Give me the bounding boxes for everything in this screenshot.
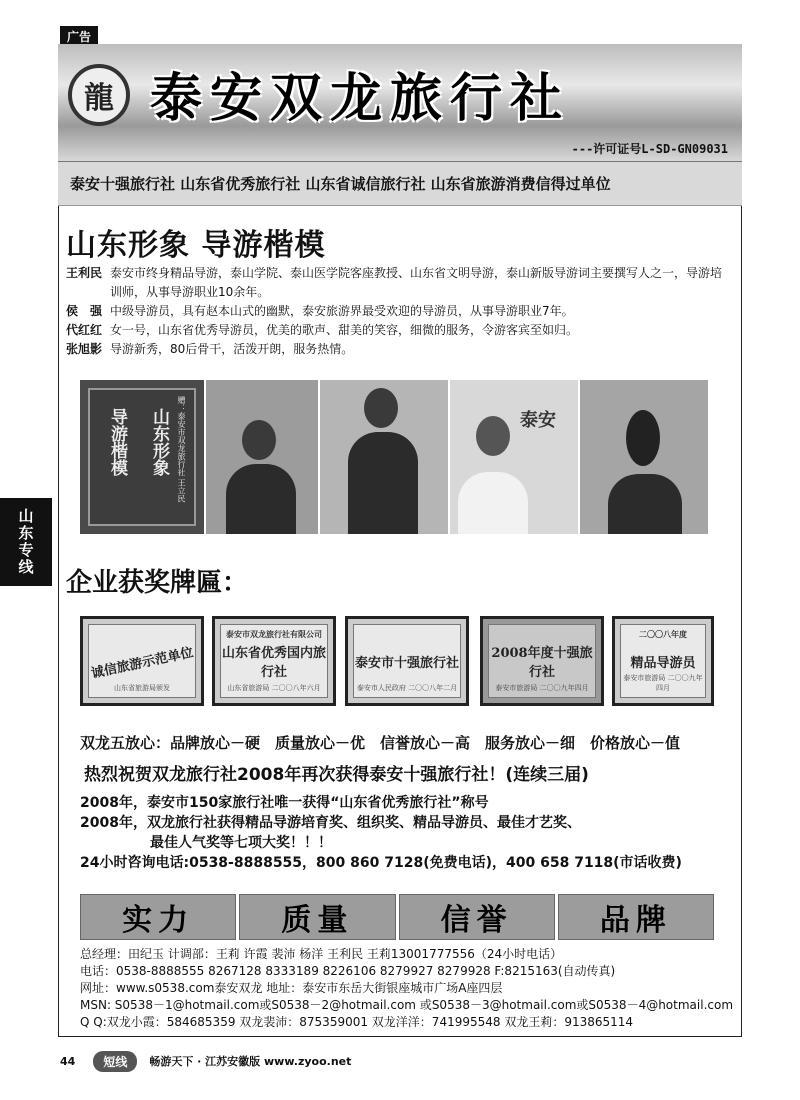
banner: [58, 44, 742, 162]
contact-line: 总经理：田纪玉 计调部：王莉 许霞 裴沛 杨洋 王利民 王莉13001777556（24小时电话）: [80, 947, 563, 961]
plaque-title: 2008年度十强旅行社: [491, 646, 593, 680]
wall-text: 泰安: [520, 410, 556, 431]
section-pill: 短线: [93, 1051, 137, 1072]
plaque-inner: [620, 624, 706, 698]
awards-heading: 企业获奖牌匾：: [66, 568, 249, 598]
guide-photo-3: [450, 380, 578, 534]
sign-text-left: 导游楷模: [107, 408, 127, 476]
plaque-inner: [353, 624, 461, 698]
brand-title: 泰安双龙旅行社: [150, 69, 571, 129]
award-plaques: [80, 616, 714, 706]
pillar-item: 实力: [80, 894, 236, 940]
pillar-item: 信誉: [399, 894, 555, 940]
honors-text: 泰安十强旅行社 山东省优秀旅行社 山东省诚信旅行社 山东省旅游消费信得过单位: [70, 175, 611, 193]
pillars-bar: [80, 894, 714, 940]
guide-desc: 中级导游员，具有赵本山式的幽默，泰安旅游界最受欢迎的导游员，从事导游职业7年。: [110, 304, 574, 318]
plaque-sub: 泰安市人民政府 二〇〇八年二月: [356, 684, 458, 692]
plaque-sub: 泰安市旅游局 二〇〇九年四月: [623, 674, 703, 692]
plaque-inner: [488, 624, 596, 698]
footer-text[interactable]: 畅游天下 · 江苏安徽版 www.zyoo.net: [149, 1055, 352, 1068]
page-number: 44: [60, 1054, 76, 1068]
guide-photos: [80, 380, 714, 534]
guide-photo-2: [320, 380, 448, 534]
contact-line[interactable]: MSN: S0538－1@hotmail.com或S0538－2@hotmail.com 或S0538－3@hotmail.com或S0538－4@hotmail.com: [80, 998, 734, 1012]
award-line: 最佳人气奖等七项大奖！！！: [150, 835, 332, 851]
contact-info: [80, 946, 733, 1031]
person-head: [626, 410, 660, 466]
pillar-item: 品牌: [558, 894, 714, 940]
person-body: [348, 432, 418, 534]
pillar-item: 质量: [239, 894, 395, 940]
plaque-sub: 泰安市旅游局 二〇〇九年四月: [495, 684, 589, 692]
guides-heading: 山东形象 导游楷模: [66, 228, 326, 263]
guide-name: 王利民: [66, 266, 103, 280]
plaque-inner: [88, 624, 196, 698]
plaque-item: [612, 616, 714, 706]
five-assurances: 双龙五放心：品牌放心－硬 质量放心－优 信誉放心－高 服务放心－细 价格放心－值: [80, 734, 681, 752]
side-tab: 山东专线: [0, 498, 52, 586]
honors-bar: [58, 162, 742, 206]
contact-line[interactable]: 网址：www.s0538.com泰安双龙 地址：泰安市东岳大街银座城市广场A座四层: [80, 981, 503, 995]
ad-tag: 广告: [60, 26, 98, 47]
person-body: [608, 474, 682, 534]
guide-desc: 泰安市终身精品导游，泰山学院、泰山医学院客座教授、山东省文明导游，泰山新版导游词主要撰写人之一，导游培训师，从事导游职业10余年。: [110, 266, 723, 299]
plaque-inner: [220, 624, 328, 698]
award-lines: [80, 793, 682, 873]
award-line: 2008年，双龙旅行社获得精品导游培育奖、组织奖、精品导游员、最佳才艺奖、: [80, 815, 581, 831]
honor-sign: [88, 388, 196, 526]
license-number: ---许可证号L-SD-GN09031: [571, 142, 728, 156]
person-body: [226, 464, 296, 534]
plaque-title: 诚信旅游示范单位: [89, 644, 195, 682]
guide-name: 侯 强: [66, 304, 103, 318]
page-footer: [60, 1050, 740, 1072]
guide-name: 张旭影: [66, 342, 103, 356]
contact-line: 电话：0538-8888555 8267128 8333189 8226106 8279927 8279928 F:8215163(自动传真): [80, 964, 616, 978]
guide-desc: 导游新秀，80后骨干，活泼开朗，服务热情。: [110, 342, 354, 356]
plaque-title: 精品导游员: [630, 655, 696, 671]
guide-photo-1: [206, 380, 318, 534]
guide-item: [66, 302, 732, 321]
plaque-top: 二〇〇八年度: [639, 630, 687, 639]
guide-photo-4: [580, 380, 708, 534]
plaque-item: [212, 616, 336, 706]
congrats-line: 热烈祝贺双龙旅行社2008年再次获得泰安十强旅行社！(连续三届): [84, 765, 589, 785]
plaque-top: 泰安市双龙旅行社有限公司: [226, 630, 322, 639]
person-body: [458, 472, 528, 534]
person-head: [476, 416, 510, 456]
guide-item: [66, 321, 732, 340]
sign-text-right: 山东形象: [149, 408, 169, 476]
guide-item: [66, 264, 732, 302]
award-line: 2008年，泰安市150家旅行社唯一获得“山东省优秀旅行社”称号: [80, 795, 489, 811]
plaque-item: [345, 616, 469, 706]
hotline-line: 24小时咨询电话:0538-8888555，800 860 7128(免费电话)，400 658 7118(市话收费): [80, 855, 682, 871]
guide-name: 代红红: [66, 323, 103, 337]
plaque-item: [480, 616, 604, 706]
dragon-logo-icon: 龍: [68, 64, 130, 126]
person-head: [364, 388, 398, 428]
plaque-title: 山东省优秀国内旅行社: [221, 646, 326, 680]
guides-list: [66, 264, 732, 359]
sign-small-text: 赠：泰安市双龙旅行社 王立民: [177, 396, 186, 503]
guide-item: [66, 340, 732, 359]
plaque-sub: 山东省旅游局 二〇〇八年六月: [227, 684, 321, 692]
plaque-item: [80, 616, 204, 706]
sign-photo: [80, 380, 204, 534]
contact-line: Q Q:双龙小霞：584685359 双龙裴沛：875359001 双龙洋洋：741995548 双龙王莉：913865114: [80, 1015, 634, 1029]
guide-desc: 女一号，山东省优秀导游员，优美的歌声、甜美的笑容，细微的服务，令游客宾至如归。: [110, 323, 579, 337]
plaque-title: 泰安市十强旅行社: [354, 655, 459, 671]
person-head: [242, 420, 276, 460]
plaque-sub: 山东省旅游局颁发: [114, 684, 170, 692]
